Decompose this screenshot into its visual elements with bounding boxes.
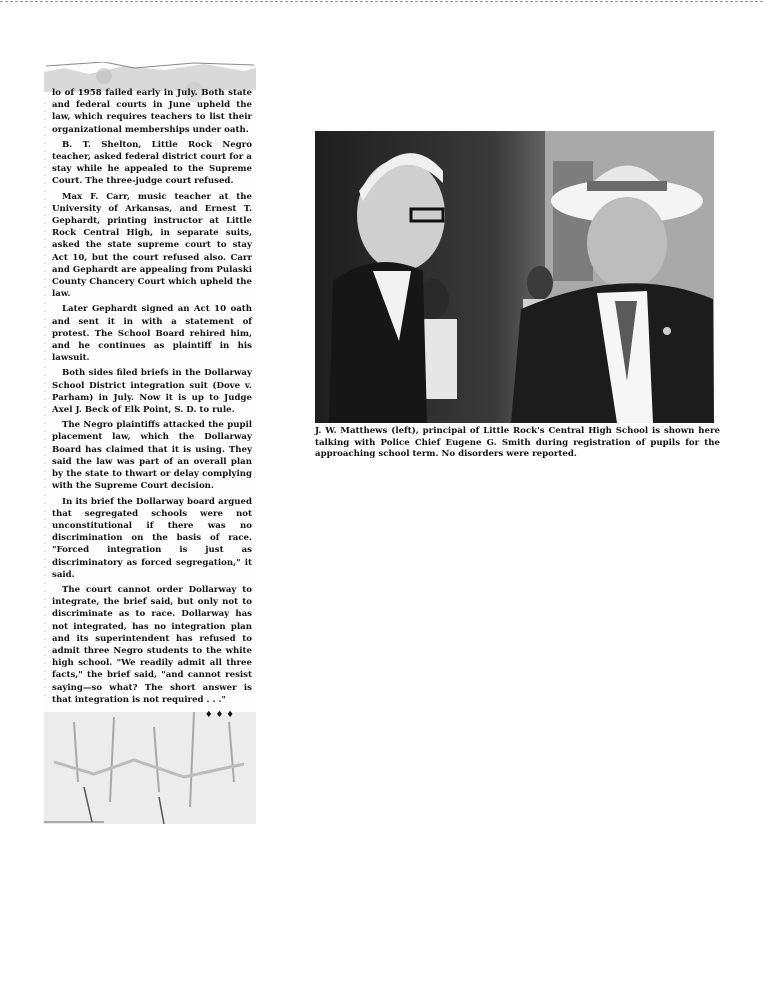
news-photograph (315, 131, 714, 423)
article-paragraph: B. T. Shelton, Little Rock Negro teacher, asked federal district court for a stay while he appealed to the Supreme Court. The three-judge court refused. (52, 139, 252, 187)
page-top-border (0, 1, 763, 2)
photo-illustration (315, 131, 714, 423)
article-end-mark: ♦ ♦ ♦ (204, 709, 234, 720)
article-paragraph: Max F. Carr, music teacher at the University of Arkansas, and Ernest T. Gephardt, printing instructor at Little Rock Central High, in separate suits, asked the state supreme court to stay Act 10, but the court refused also. Carr and Gephardt are appealing from Pulaski County Chancery Court which upheld the law. (52, 191, 252, 300)
article-paragraph: Both sides filed briefs in the Dollarway School District integration suit (Dove v. Parham) in July. Now it is up to Judge Axel J. Beck of Elk Point, S. D. to rule. (52, 368, 252, 416)
clipping-article-text (52, 87, 252, 721)
newspaper-clipping (44, 62, 256, 824)
article-paragraph: The court cannot order Dollarway to integrate, the brief said, but only not to discriminate as to race. Dollarway has not integrated, has no integration plan and its superintendent has refused to admit three Negro students to the white high school. "We readily admit all three facts," the brief said, "and cannot resist saying—so what? The short answer is that integration is not required . . ." (52, 584, 252, 705)
article-paragraph: The Negro plaintiffs attacked the pupil placement law, which the Dollarway Board has claimed that it is using. They said the law was part of an overall plan by the state to thwart or delay complying with the Supreme Court decision. (52, 420, 252, 492)
article-paragraph: lo of 1958 failed early in July. Both state and federal courts in June upheld the law, which requires teachers to list their organizational memberships under oath. (52, 88, 252, 135)
photo-caption: J. W. Matthews (left), principal of Little Rock's Central High School is shown here talking with Police Chief Eugene G. Smith during registration of pupils for the approaching school term. No disorders were reported. (315, 426, 720, 459)
article-paragraph: In its brief the Dollarway board argued that segregated schools were not unconstitutional if there was no discrimination on the basis of race. "Forced integration is just as discriminatory as forced segregation," it said. (52, 496, 252, 580)
article-paragraph: Later Gephardt signed an Act 10 oath and sent it in with a statement of protest. The School Board rehired him, and he continues as plaintiff in his lawsuit. (52, 304, 252, 364)
